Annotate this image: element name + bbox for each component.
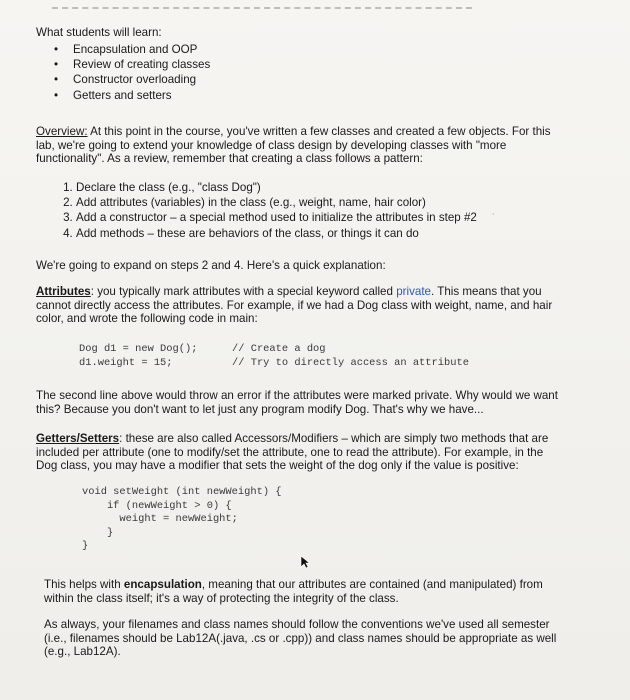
- code-line: weight = newWeight;: [82, 513, 238, 525]
- overview-text: At this point in the course, you've written a few classes and created a few objects. For this lab, we're going to extend your knowledge of class design by developing classes with "more functionality". As a review, remember that creating a class follows a pattern:: [36, 125, 551, 166]
- learn-heading: What students will learn:: [36, 26, 162, 39]
- learn-list: [52, 42, 210, 103]
- attributes-label: Attributes: [36, 285, 91, 298]
- list-item: 2. Add attributes (variables) in the class (e.g., weight, name, hair color): [76, 195, 477, 210]
- encap-text-a: This helps with: [44, 578, 124, 591]
- code-block-setter: [82, 486, 282, 554]
- list-item: 1. Declare the class (e.g., "class Dog"): [76, 180, 477, 195]
- list-item: • Constructor overloading: [52, 72, 210, 87]
- private-keyword: private: [396, 285, 431, 298]
- overview-paragraph: [36, 125, 566, 166]
- encapsulation-term: encapsulation: [123, 578, 202, 591]
- getters-paragraph: [36, 432, 566, 473]
- code-block-main: [79, 343, 197, 370]
- list-item: • Review of creating classes: [52, 57, 210, 72]
- top-divider: [52, 7, 472, 9]
- expand-paragraph: We're going to expand on steps 2 and 4. Here's a quick explanation:: [36, 259, 386, 272]
- getters-text: : these are also called Accessors/Modifiers – which are simply two methods that are included per attribute (one to modify/set the attribute, one to read the attribute). For example, in the Dog class, you may have a modifier that sets the weight of the dog only if the value is positive:: [36, 432, 549, 473]
- code-comment: // Try to directly access an attribute: [232, 356, 469, 369]
- list-item: 4. Add methods – these are behaviors of the class, or things it can do: [76, 226, 477, 241]
- code-line: }: [82, 526, 114, 539]
- encap-text-b: , meaning that our attributes are contained (and manipulated) from within the class itself; it's a way of protecting the integrity of the class.: [44, 578, 543, 605]
- code-comments: [232, 343, 469, 370]
- code-line: d1.weight = 15;: [79, 356, 173, 369]
- error-paragraph: The second line above would throw an error if the attributes were marked private. Why would we want this? Because you don't want to let just any program modify Dog. That's why we have...: [36, 389, 558, 416]
- list-item: • Encapsulation and OOP: [52, 42, 210, 57]
- steps-list: [58, 180, 477, 241]
- attributes-text-a: : you typically mark attributes with a special keyword called: [90, 285, 397, 298]
- list-item: • Getters and setters: [52, 88, 210, 103]
- overview-label: Overview:: [36, 125, 88, 138]
- attributes-text-b: . This means that you cannot directly access the attributes. For example, if we had a Dog class with weight, name, and hair color, and wrote the following code in main:: [36, 285, 553, 326]
- stray-mark: ˙: [492, 213, 496, 224]
- attributes-paragraph: [36, 285, 566, 326]
- list-item: 3. Add a constructor – a special method used to initialize the attributes in step #2: [76, 210, 477, 225]
- conventions-paragraph: As always, your filenames and class names should follow the conventions we've used all semester (i.e., filenames should be Lab12A(.java, .cs or .cpp)) and class names should be appropriate as well (e.g., Lab12A).: [44, 618, 557, 659]
- code-comment: // Create a dog: [232, 343, 326, 355]
- encapsulation-paragraph: [44, 578, 564, 605]
- code-line: }: [82, 540, 89, 552]
- getters-label: Getters/Setters: [36, 432, 120, 445]
- code-line: void setWeight (int newWeight) {: [82, 486, 282, 498]
- code-line: Dog d1 = new Dog();: [79, 343, 198, 355]
- code-line: if (newWeight > 0) {: [82, 499, 232, 512]
- mouse-cursor-icon: [300, 555, 310, 569]
